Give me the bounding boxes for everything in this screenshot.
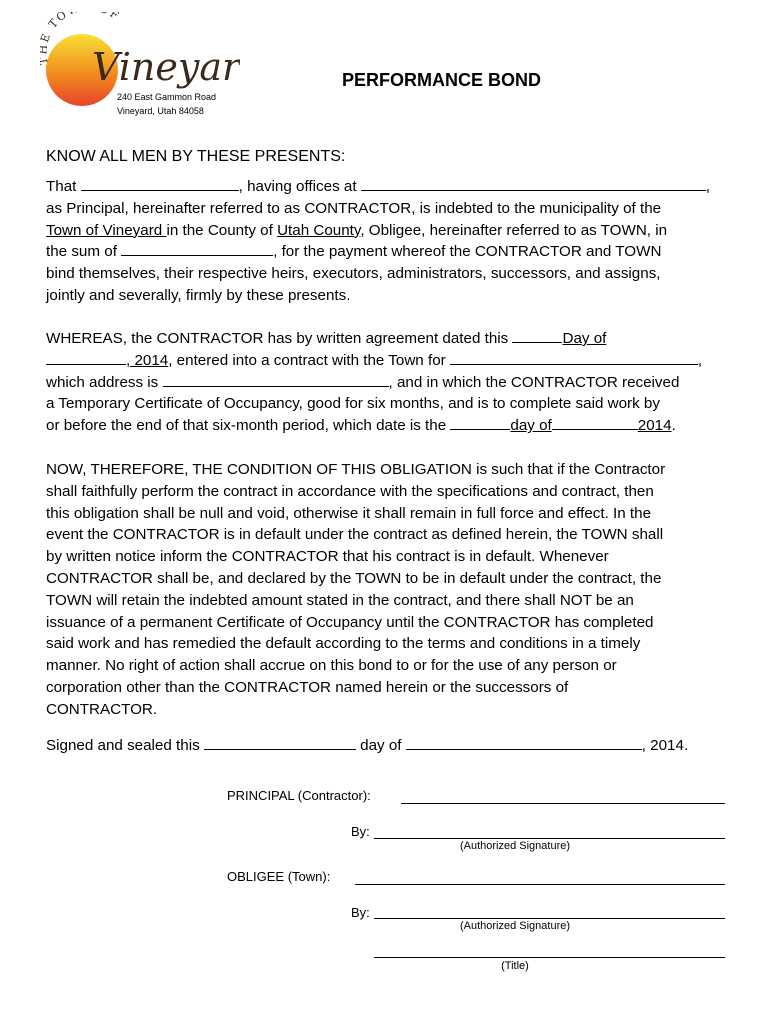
text: Day of <box>562 330 607 347</box>
paragraph-3 <box>46 459 726 721</box>
work-address-blank[interactable] <box>163 372 389 387</box>
principal-signature-line[interactable] <box>401 803 725 804</box>
obligee-signature-line[interactable] <box>355 884 725 885</box>
text: , Obligee, hereinafter referred to as TOWN, in <box>360 221 668 239</box>
contract-for-blank[interactable] <box>450 350 698 365</box>
text: jointly and severally, firmly by these presents. <box>46 286 351 304</box>
text: CONTRACTOR. <box>46 700 158 718</box>
obligee-by-signature-line[interactable] <box>374 918 725 919</box>
text: day of <box>510 417 552 435</box>
text: a Temporary Certificate of Occupancy, good for six months, and is to complete said work by <box>46 395 660 413</box>
text: , <box>697 351 703 369</box>
text: , 2014 <box>126 351 169 369</box>
document-title: PERFORMANCE BOND <box>342 70 542 90</box>
signed-day-blank[interactable] <box>204 735 356 750</box>
text: shall faithfully perform the contract in accordance with the specifications and contract, then <box>46 482 654 500</box>
by-label-2: By: <box>351 905 370 920</box>
text: Signed and sealed this <box>46 737 204 754</box>
text: bind themselves, their respective heirs, executors, administrators, successors, and assigns, <box>46 265 661 283</box>
agreement-day-blank[interactable] <box>512 328 562 343</box>
signed-sealed-line <box>46 735 726 757</box>
text: day of <box>355 737 406 754</box>
text: issuance of a permanent Certificate of Occupancy until the CONTRACTOR has completed <box>46 613 654 631</box>
text: , and in which the CONTRACTOR received <box>388 373 680 391</box>
text: corporation other than the CONTRACTOR named herein or the successors of <box>46 678 569 696</box>
heading: KNOW ALL MEN BY THESE PRESENTS: <box>46 148 346 165</box>
text: , having offices at <box>238 178 361 195</box>
address-line-1: 240 East Gammon Road <box>117 92 217 102</box>
agreement-month-blank[interactable] <box>46 350 126 365</box>
text: NOW, THEREFORE, THE CONDITION OF THIS OBLIGATION is such that if the Contractor <box>46 461 666 478</box>
text: event the CONTRACTOR is in default under the contract as defined herein, the TOWN shall <box>46 526 664 544</box>
authorized-signature-caption-2: (Authorized Signature) <box>459 920 571 932</box>
text: , 2014. <box>641 737 689 754</box>
office-address-blank[interactable] <box>361 176 706 191</box>
town-name: Town of Vineyard <box>46 221 167 239</box>
text: 2014 <box>637 417 672 435</box>
text: which address is <box>46 373 163 391</box>
bond-amount-blank[interactable] <box>121 241 273 256</box>
principal-by-signature-line[interactable] <box>374 838 725 839</box>
text: , entered into a contract with the Town for <box>168 351 450 369</box>
paragraph-1 <box>46 176 726 307</box>
authorized-signature-caption-1: (Authorized Signature) <box>459 840 571 852</box>
text: manner. No right of action shall accrue on this bond to or for the use of any person or <box>46 657 617 675</box>
text: this obligation shall be null and void, otherwise it shall remain in full force and effect. In the <box>46 504 652 522</box>
principal-name-blank[interactable] <box>81 176 239 191</box>
text: TOWN will retain the indebted amount stated in the contract, and there shall NOT be an <box>46 591 634 609</box>
completion-month-blank[interactable] <box>552 415 638 430</box>
by-label-1: By: <box>351 824 370 839</box>
text: said work and has remedied the default according to the terms and conditions in a timely <box>46 635 641 653</box>
county-name: Utah County <box>277 221 361 239</box>
text: , <box>705 178 710 195</box>
text: . <box>671 417 676 435</box>
logo-address <box>117 90 216 118</box>
principal-label: PRINCIPAL (Contractor): <box>227 788 371 803</box>
text: CONTRACTOR shall be, and declared by the TOWN to be in default under the contract, the <box>46 569 662 587</box>
text: , for the payment whereof the CONTRACTOR and TOWN <box>273 243 662 261</box>
text: the sum of <box>46 243 122 261</box>
paragraph-2 <box>46 328 726 437</box>
title-line[interactable] <box>374 957 725 958</box>
completion-day-blank[interactable] <box>450 415 510 430</box>
address-line-2: Vineyard, Utah 84058 <box>117 106 204 116</box>
text: That <box>46 178 81 195</box>
text: WHEREAS, the CONTRACTOR has by written agreement dated this <box>46 330 513 347</box>
logo-name: Vineyar <box>92 45 240 89</box>
title-caption: (Title) <box>501 960 529 972</box>
obligee-label: OBLIGEE (Town): <box>227 869 331 884</box>
logo-arc-text: TO F <box>46 12 123 31</box>
text: in the County of <box>166 221 278 239</box>
text: by written notice inform the CONTRACTOR that his contract is in default. Whenever <box>46 548 609 566</box>
text: or before the end of that six-month period, which date is the <box>46 417 451 435</box>
text: as Principal, hereinafter referred to as CONTRACTOR, is indebted to the municipality of the <box>46 199 662 217</box>
signed-month-blank[interactable] <box>406 735 642 750</box>
